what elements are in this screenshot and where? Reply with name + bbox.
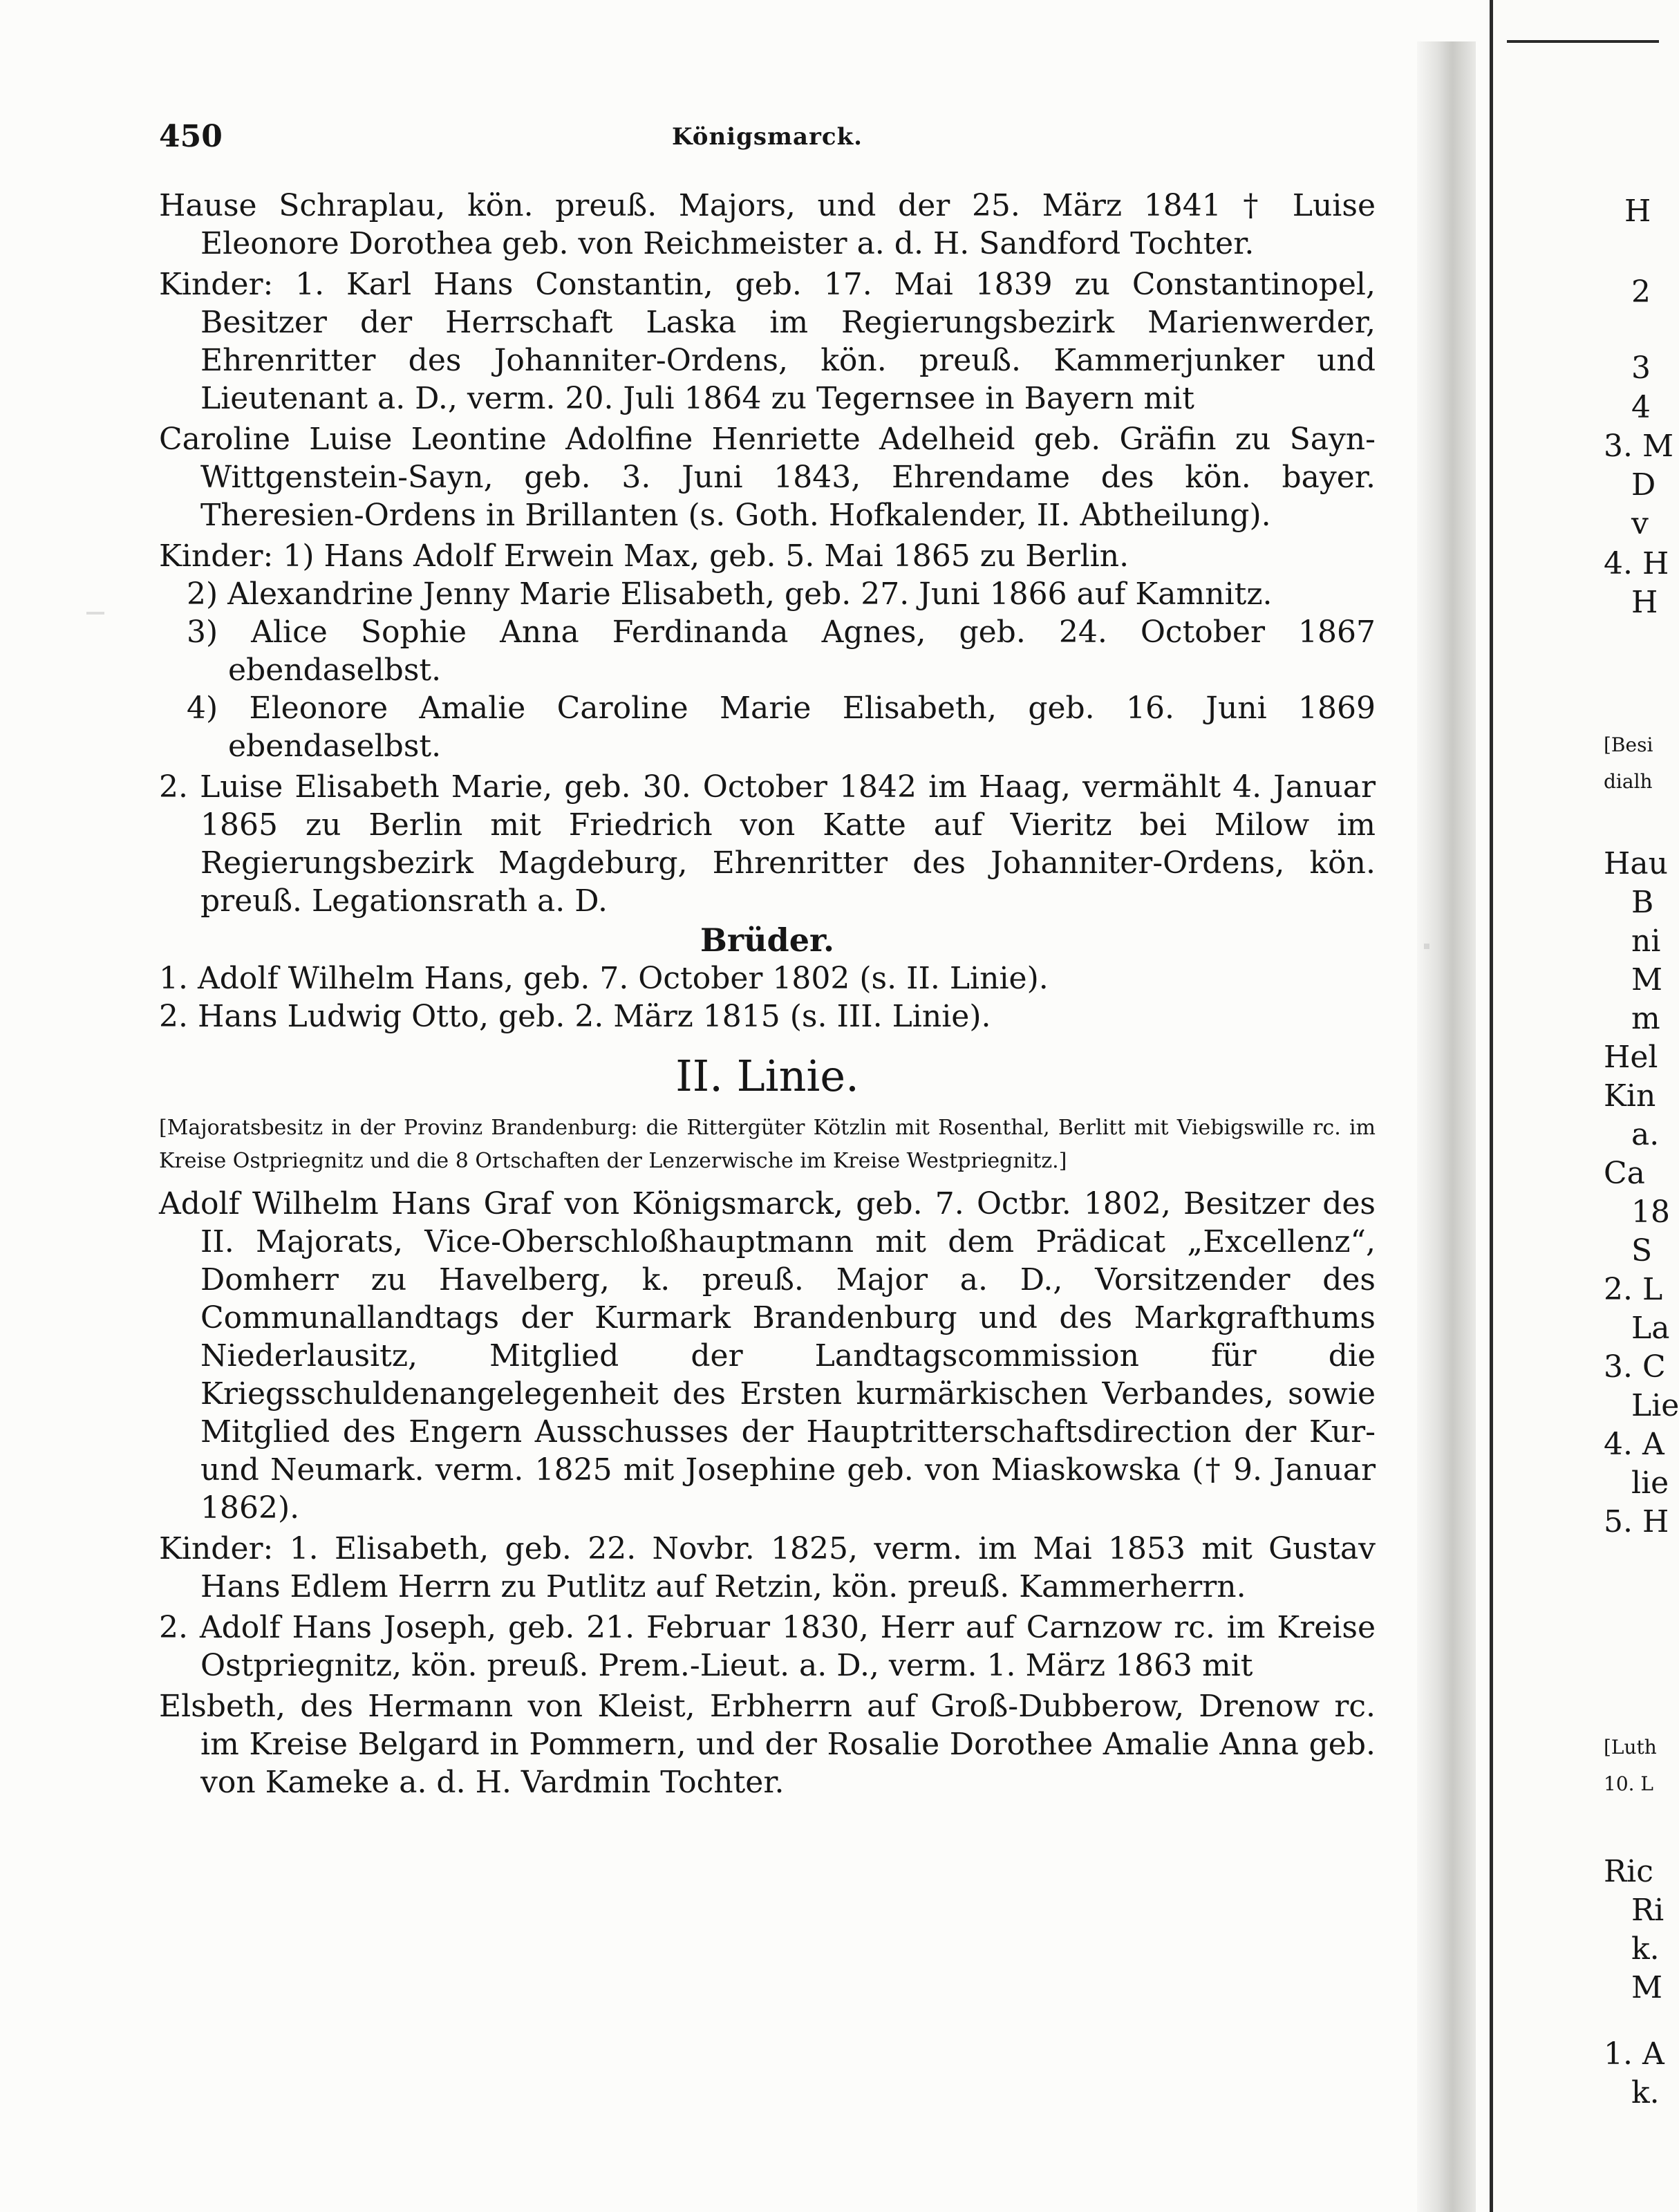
fragment: H: [1624, 194, 1651, 229]
fragment: 3. C: [1604, 1349, 1666, 1385]
children-entry-elisabeth: Kinder: 1. Elisabeth, geb. 22. Novbr. 1825, verm. im Mai 1853 mit Gustav Hans Edlem Herrn zu Putlitz auf Retzin, kön. preuß. Kammerherrn.: [159, 1531, 1376, 1604]
fragment: 4. A: [1604, 1427, 1664, 1462]
fragment: k.: [1631, 1931, 1660, 1967]
entry-continuation: Hause Schraplau, kön. preuß. Majors, und der 25. März 1841 † Luise Eleonore Dorothea geb. von Reichmeister a. d. H. Sandford Tochter.: [159, 188, 1376, 261]
fragment: k.: [1631, 2075, 1660, 2110]
spouse-entry-caroline: Caroline Luise Leontine Adolfine Henriette Adelheid geb. Gräfin zu Sayn-Wittgenstein-Sayn, geb. 3. Juni 1843, Ehrendame des kön. bayer. Theresien-Ordens in Brillanten (s. Goth. Hofkalender, II. Abtheilung).: [159, 422, 1376, 533]
children-entry-karl: Kinder: 1. Karl Hans Constantin, geb. 17. Mai 1839 zu Constantinopel, Besitzer der Herrschaft Laska im Regierungsbezirk Marienwerder, Ehrenritter des Johanniter-Ordens, kön. preuß. Kammerjunker und Lieutenant a. D., verm. 20. Juli 1864 zu Tegernsee in Bayern mit: [159, 267, 1376, 416]
brothers-heading: Brüder.: [700, 921, 835, 959]
fragment: 3. M: [1604, 429, 1674, 464]
fragment: Ric: [1604, 1854, 1653, 1889]
fragment: [Luth: [1604, 1736, 1657, 1759]
child-entry-luise: 2. Luise Elisabeth Marie, geb. 30. October 1842 im Haag, vermählt 4. Januar 1865 zu Berlin mit Friedrich von Katte auf Vieritz bei Milow im Regierungsbezirk Magdeburg, Ehrenritter des Johanniter-Ordens, kön. preuß. Legationsrath a. D.: [159, 769, 1376, 919]
fragment: dialh: [1604, 770, 1653, 793]
fragment: v: [1631, 506, 1649, 541]
page-gutter-shadow: [1417, 41, 1476, 2212]
fragment: H: [1631, 585, 1658, 620]
fragment: 3: [1631, 350, 1651, 386]
grandchild-entry-2: 2) Alexandrine Jenny Marie Elisabeth, geb. 27. Juni 1866 auf Kamnitz.: [187, 577, 1273, 612]
fragment: 5. H: [1604, 1504, 1669, 1539]
fragment: 4. H: [1604, 546, 1669, 581]
fragment: Kin: [1604, 1078, 1656, 1114]
fragment: B: [1631, 885, 1654, 920]
margin-mark: [1424, 944, 1429, 949]
fragment: lie: [1631, 1465, 1669, 1501]
right-page-fragments: [1507, 0, 1679, 2212]
fragment: La: [1631, 1311, 1670, 1346]
fragment: M: [1631, 1970, 1663, 2005]
fragment: M: [1631, 962, 1663, 997]
fragment: 1. A: [1604, 2036, 1664, 2072]
fragment: Hau: [1604, 846, 1668, 881]
fragment: Lie: [1631, 1388, 1679, 1423]
grandchild-entry-3: 3) Alice Sophie Anna Ferdinanda Agnes, geb. 24. October 1867 ebendaselbst.: [187, 615, 1376, 688]
page-body: [159, 187, 1376, 1801]
fragment: 2: [1631, 274, 1651, 310]
grandchild-entry-4: 4) Eleonore Amalie Caroline Marie Elisabeth, geb. 16. Juni 1869 ebendaselbst.: [187, 691, 1376, 764]
brother-entry-1: 1. Adolf Wilhelm Hans, geb. 7. October 1802 (s. II. Linie).: [159, 961, 1049, 996]
spouse-entry-elsbeth: Elsbeth, des Hermann von Kleist, Erbherrn auf Groß-Dubberow, Drenow rc. im Kreise Belgard in Pommern, und der Rosalie Dorothee Amalie Anna geb. von Kameke a. d. H. Vardmin Tochter.: [159, 1689, 1376, 1800]
fragment: 4: [1631, 390, 1651, 425]
fragment: m: [1631, 1001, 1660, 1036]
fragment: D: [1631, 467, 1656, 503]
fragment: 18: [1631, 1194, 1670, 1230]
fragment: 2. L: [1604, 1272, 1663, 1307]
fragment: S: [1631, 1233, 1653, 1268]
book-spine-line: [1490, 0, 1493, 2212]
fragment: ni: [1631, 924, 1661, 959]
section-title-line-ii: II. Linie.: [675, 1051, 859, 1101]
brother-entry-2: 2. Hans Ludwig Otto, geb. 2. März 1815 (s. III. Linie).: [159, 999, 991, 1034]
child-entry-adolf-hans: 2. Adolf Hans Joseph, geb. 21. Februar 1830, Herr auf Carnzow rc. im Kreise Ostpriegnitz, kön. preuß. Prem.-Lieut. a. D., verm. 1. März 1863 mit: [159, 1610, 1376, 1683]
page-number: 450: [159, 119, 223, 154]
fragment: Ca: [1604, 1156, 1645, 1191]
fragment: [Besi: [1604, 733, 1653, 756]
head-entry-adolf: Adolf Wilhelm Hans Graf von Königsmarck, geb. 7. Octbr. 1802, Besitzer des II. Majorats, Vice-Oberschloßhauptmann mit dem Prädicat „Excellenz“, Domherr zu Havelberg, k. preuß. Major a. D., Vorsitzender des Communallandtags der Kurmark Brandenburg und des Markgrafthums Niederlausitz, Mitglied der Landtagscommission für die Kriegsschuldenangelegenheit des Ersten kurmärkischen Verbandes, sowie Mitglied des Engern Ausschusses der Hauptritterschaftsdirection der Kur- und Neumark. verm. 1825 mit Josephine geb. von Miaskowska († 9. Januar 1862).: [159, 1186, 1376, 1526]
margin-mark: [86, 612, 104, 615]
page-header: [159, 119, 1376, 160]
running-head: Königsmarck.: [671, 123, 863, 151]
fragment: Hel: [1604, 1040, 1658, 1075]
fragment: a.: [1631, 1117, 1660, 1152]
grandchild-entry-1: Kinder: 1) Hans Adolf Erwein Max, geb. 5. Mai 1865 zu Berlin.: [159, 538, 1129, 574]
fragment: 10. L: [1604, 1772, 1654, 1795]
fragment: Ri: [1631, 1893, 1664, 1928]
majorat-note: [Majoratsbesitz in der Provinz Brandenburg: die Rittergüter Kötzlin mit Rosenthal, Berlitt mit Viebigswille rc. im Kreise Ostpriegnitz und die 8 Ortschaften der Lenzerwische im Kreise Westpriegnitz.]: [159, 1116, 1376, 1173]
